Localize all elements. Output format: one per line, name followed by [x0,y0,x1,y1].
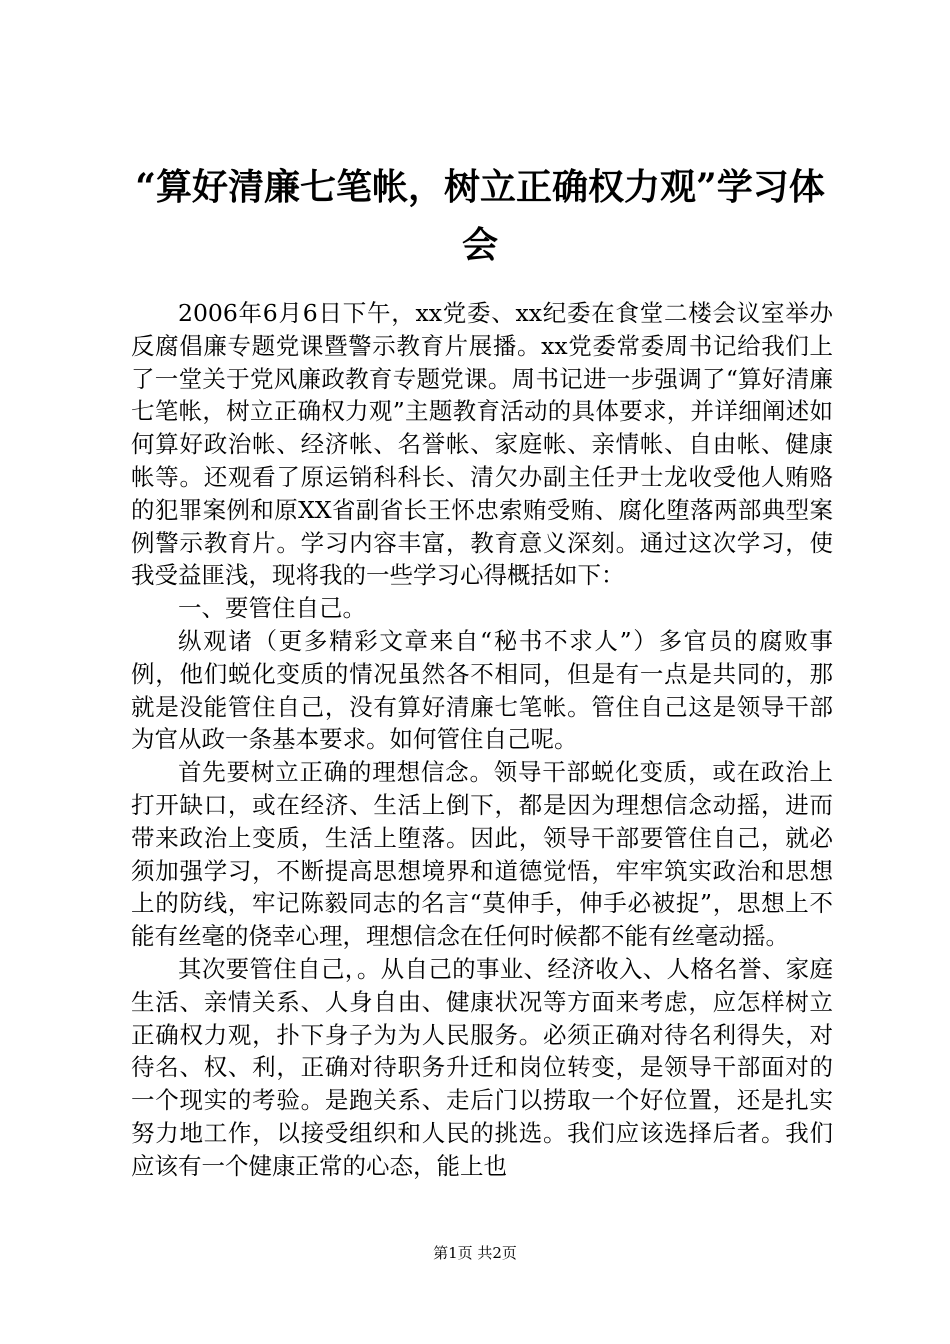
document-title: “算好清廉七笔帐，树立正确权力观”学习体会 [135,166,825,266]
section-heading-1: 一、要管住自己。 [178,594,366,623]
paragraph-first-point: 首先要树立正确的理想信念。领导干部蜕化变质，或在政治上打开缺口，或在经济、生活上倒下，都是因为理想信念动摇，进而带来政治上变质，生活上堕落。因此，领导干部要管住自己，就必须加强学习，不断提高思想境界和道德觉悟，牢牢筑实政治和思想上的防线，牢记陈毅同志的名言“莫伸手，伸手必被捉”，思想上不能有丝毫的侥幸心理，理想信念在任何时候都不能有丝毫动摇。 [131,758,833,951]
page-footer: 第1页 共2页 [433,1244,517,1262]
document-body [131,297,833,1183]
paragraph-second-point: 其次要管住自己，。从自己的事业、经济收入、人格名誉、家庭生活、亲情关系、人身自由、健康状况等方面来考虑，应怎样树立正确权力观，扑下身子为为人民服务。必须正确对待名利得失，对待名、权、利，正确对待职务升迁和岗位转变，是领导干部面对的一个现实的考验。是跑关系、走后门以捞取一个好位置，还是扎实努力地工作，以接受组织和人民的挑选。我们应该选择后者。我们应该有一个健康正常的心态，能上也 [131,954,833,1180]
paragraph-overview: 纵观诸（更多精彩文章来自“秘书不求人”）多官员的腐败事例，他们蜕化变质的情况虽然各不相同，但是有一点是共同的，那就是没能管住自己，没有算好清廉七笔帐。管住自己这是领导干部为官从政一条基本要求。如何管住自己呢。 [131,626,833,754]
paragraph-intro: 2006年6月6日下午，xx党委、xx纪委在食堂二楼会议室举办反腐倡廉专题党课暨警示教育片展播。xx党委常委周书记给我们上了一堂关于党风廉政教育专题党课。周书记进一步强调了“算好清廉七笔帐，树立正确权力观”主题教育活动的具体要求，并详细阐述如何算好政治帐、经济帐、名誉帐、家庭帐、亲情帐、自由帐、健康帐等。还观看了原运销科科长、清欠办副主任尹士龙收受他人贿赂的犯罪案例和原XX省副省长王怀忠索贿受贿、腐化堕落两部典型案例警示教育片。学习内容丰富，教育意义深刻。通过这次学习，使我受益匪浅，现将我的一些学习心得概括如下： [131,299,833,590]
